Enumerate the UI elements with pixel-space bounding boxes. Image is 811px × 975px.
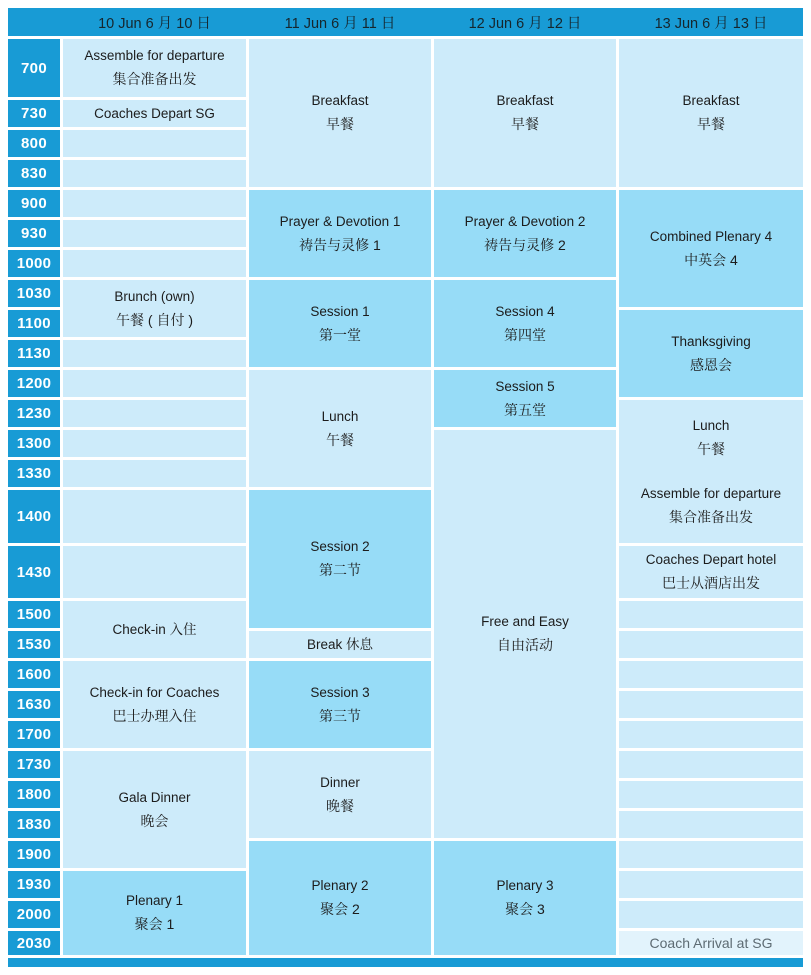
event-text-zh: 祷告与灵修 2 (484, 236, 566, 253)
event-text-en: Coaches Depart SG (94, 105, 215, 121)
date-header-day1: 10 Jun 6 月 10 日 (98, 15, 211, 32)
bottom-bar (8, 958, 803, 967)
event-text-zh: 第五堂 (504, 401, 546, 418)
event-d2-session-2 (249, 490, 431, 628)
event-text-en: Session 4 (495, 303, 555, 319)
empty-cell-d1-0830 (63, 160, 246, 187)
event-d2-prayer-devotion-1 (249, 190, 431, 277)
time-0700: 700 (8, 39, 60, 97)
event-d3-free-and-easy (434, 430, 616, 838)
event-text-zh: 感恩会 (690, 356, 732, 373)
time-1700: 1700 (8, 721, 60, 748)
event-text-en: Breakfast (311, 93, 369, 108)
time-1430: 1430 (8, 546, 60, 598)
event-d2-break (249, 631, 431, 658)
time-1930: 1930 (8, 871, 60, 898)
event-text-zh: 第四堂 (504, 326, 546, 343)
event-text-en: Lunch (321, 408, 359, 424)
time-1500: 1500 (8, 601, 60, 628)
event-text-en: Session 1 (310, 303, 370, 319)
event-text-en: Breakfast (496, 93, 554, 108)
time-1130: 1130 (8, 340, 60, 367)
event-text-en: Assemble for departure (640, 485, 782, 501)
event-text-zh: 午餐 (326, 431, 354, 448)
event-text-en: Assemble for departure (84, 48, 225, 63)
time-2030: 2030 (8, 931, 60, 955)
event-d3-session-4 (434, 280, 616, 367)
event-d4-coaches-depart-hotel (619, 546, 803, 598)
event-text-en: Gala Dinner (118, 789, 191, 805)
event-text-zh: 集合准备出发 (112, 71, 197, 87)
empty-cell-d1-1130 (63, 340, 246, 367)
event-text-en: Prayer & Devotion 1 (279, 213, 401, 229)
empty-cell-d4-1700 (619, 721, 803, 748)
event-d1-gala-dinner (63, 751, 246, 868)
event-text-zh: 聚会 2 (320, 901, 360, 917)
schedule-table (8, 8, 803, 967)
event-text-zh: 晚餐 (326, 797, 354, 814)
empty-cell-d4-1730 (619, 751, 803, 778)
time-1000: 1000 (8, 250, 60, 277)
time-0800: 800 (8, 130, 60, 157)
event-text-zh: 巴士办理入住 (112, 707, 197, 724)
event-text-zh: 早餐 (511, 116, 539, 132)
empty-cell-d4-1800 (619, 781, 803, 808)
time-2000: 2000 (8, 901, 60, 928)
event-text-en: Session 5 (495, 378, 555, 394)
time-1600: 1600 (8, 661, 60, 688)
event-text-zh: 第一堂 (319, 326, 361, 343)
event-text-en: Coaches Depart hotel (645, 552, 777, 567)
event-d3-session-5 (434, 370, 616, 427)
empty-cell-d4-1830 (619, 811, 803, 838)
empty-cell-d1-1200 (63, 370, 246, 397)
event-text-zh: 第二节 (319, 562, 361, 578)
time-1300: 1300 (8, 430, 60, 457)
event-d3-prayer-devotion-2 (434, 190, 616, 277)
event-text-en: Plenary 1 (125, 893, 184, 908)
event-text-zh: 自由活动 (497, 637, 553, 653)
event-d3-breakfast (434, 39, 616, 187)
date-header-row (8, 8, 803, 36)
event-d1-plenary-1 (63, 871, 246, 955)
event-d4-combined-plenary-4 (619, 190, 803, 307)
time-1730: 1730 (8, 751, 60, 778)
empty-cell-d4-1500 (619, 601, 803, 628)
event-text-en: Break 休息 (306, 636, 374, 652)
event-text-zh: 巴士从酒店出发 (662, 575, 760, 591)
time-0730: 730 (8, 100, 60, 127)
event-d1-brunch (63, 280, 246, 337)
time-1800: 1800 (8, 781, 60, 808)
event-text-en: Check-in 入住 (112, 621, 197, 637)
event-d4-lunch-and-assemble (619, 400, 803, 543)
event-d1-checkin (63, 601, 246, 658)
empty-cell-d1-0930 (63, 220, 246, 247)
event-d2-breakfast (249, 39, 431, 187)
event-text-zh: 祷告与灵修 1 (299, 236, 381, 253)
time-0930: 930 (8, 220, 60, 247)
event-d1-coaches-depart-sg (63, 100, 246, 127)
event-text-en: Thanksgiving (671, 333, 751, 349)
date-header-day4: 13 Jun 6 月 13 日 (654, 15, 768, 32)
event-text-zh: 集合准备出发 (669, 508, 753, 525)
empty-cell-d4-1630 (619, 691, 803, 718)
event-d2-plenary-2 (249, 841, 431, 955)
event-d2-session-1 (249, 280, 431, 367)
event-d1-assemble-departure (63, 39, 246, 97)
time-1200: 1200 (8, 370, 60, 397)
empty-cell-d1-1300 (63, 430, 246, 457)
empty-cell-d4-2000 (619, 901, 803, 928)
event-text-en: Coach Arrival at SG (649, 935, 773, 951)
time-1230: 1230 (8, 400, 60, 427)
event-text-en: Free and Easy (481, 614, 569, 629)
event-text-zh: 中英会 4 (684, 251, 738, 268)
event-text-zh: 聚会 3 (505, 901, 545, 917)
empty-cell-d4-1530 (619, 631, 803, 658)
time-1330: 1330 (8, 460, 60, 487)
event-d4-breakfast (619, 39, 803, 187)
event-d4-coach-arrival (619, 931, 803, 955)
time-1900: 1900 (8, 841, 60, 868)
event-text-en: Lunch (692, 417, 730, 433)
event-text-en: Session 2 (310, 539, 370, 554)
time-1030: 1030 (8, 280, 60, 307)
time-1530: 1530 (8, 631, 60, 658)
event-text-zh: 聚会 1 (134, 916, 175, 932)
event-text-en: Brunch (own) (114, 288, 195, 304)
empty-cell-d1-0900 (63, 190, 246, 217)
empty-cell-d1-0800 (63, 130, 246, 157)
empty-cell-d4-1600 (619, 661, 803, 688)
empty-cell-d1-1430 (63, 546, 246, 598)
event-text-zh: 早餐 (697, 116, 725, 132)
empty-cell-d4-1930 (619, 871, 803, 898)
date-header-day2: 11 Jun 6 月 11 日 (284, 15, 396, 32)
event-text-en: Check-in for Coaches (89, 684, 220, 700)
event-d1-checkin-coaches (63, 661, 246, 748)
event-d2-session-3 (249, 661, 431, 748)
event-text-zh: 晚会 (140, 812, 169, 829)
event-d2-dinner (249, 751, 431, 838)
event-d3-plenary-3 (434, 841, 616, 955)
empty-cell-d1-1400 (63, 490, 246, 543)
event-text-en: Plenary 3 (496, 878, 554, 893)
time-1400: 1400 (8, 490, 60, 543)
event-d2-lunch (249, 370, 431, 487)
event-text-zh: 第三节 (319, 707, 361, 724)
date-header-day3: 12 Jun 6 月 12 日 (468, 15, 582, 32)
event-text-en: Prayer & Devotion 2 (464, 213, 586, 229)
time-0900: 900 (8, 190, 60, 217)
event-text-en: Dinner (320, 774, 360, 790)
empty-cell-d1-1000 (63, 250, 246, 277)
event-text-en: Breakfast (682, 93, 740, 108)
event-text-en: Combined Plenary 4 (649, 228, 773, 244)
event-text-zh: 早餐 (326, 116, 354, 132)
event-text-zh: 午餐 ( 自付 ) (116, 311, 193, 328)
event-d4-thanksgiving (619, 310, 803, 397)
time-1100: 1100 (8, 310, 60, 337)
event-text-en: Plenary 2 (311, 878, 369, 893)
empty-cell-d1-1230 (63, 400, 246, 427)
time-0830: 830 (8, 160, 60, 187)
event-text-en: Session 3 (310, 684, 370, 700)
time-1830: 1830 (8, 811, 60, 838)
time-1630: 1630 (8, 691, 60, 718)
event-text-zh: 午餐 (697, 440, 725, 457)
empty-cell-d1-1330 (63, 460, 246, 487)
empty-cell-d4-1900 (619, 841, 803, 868)
